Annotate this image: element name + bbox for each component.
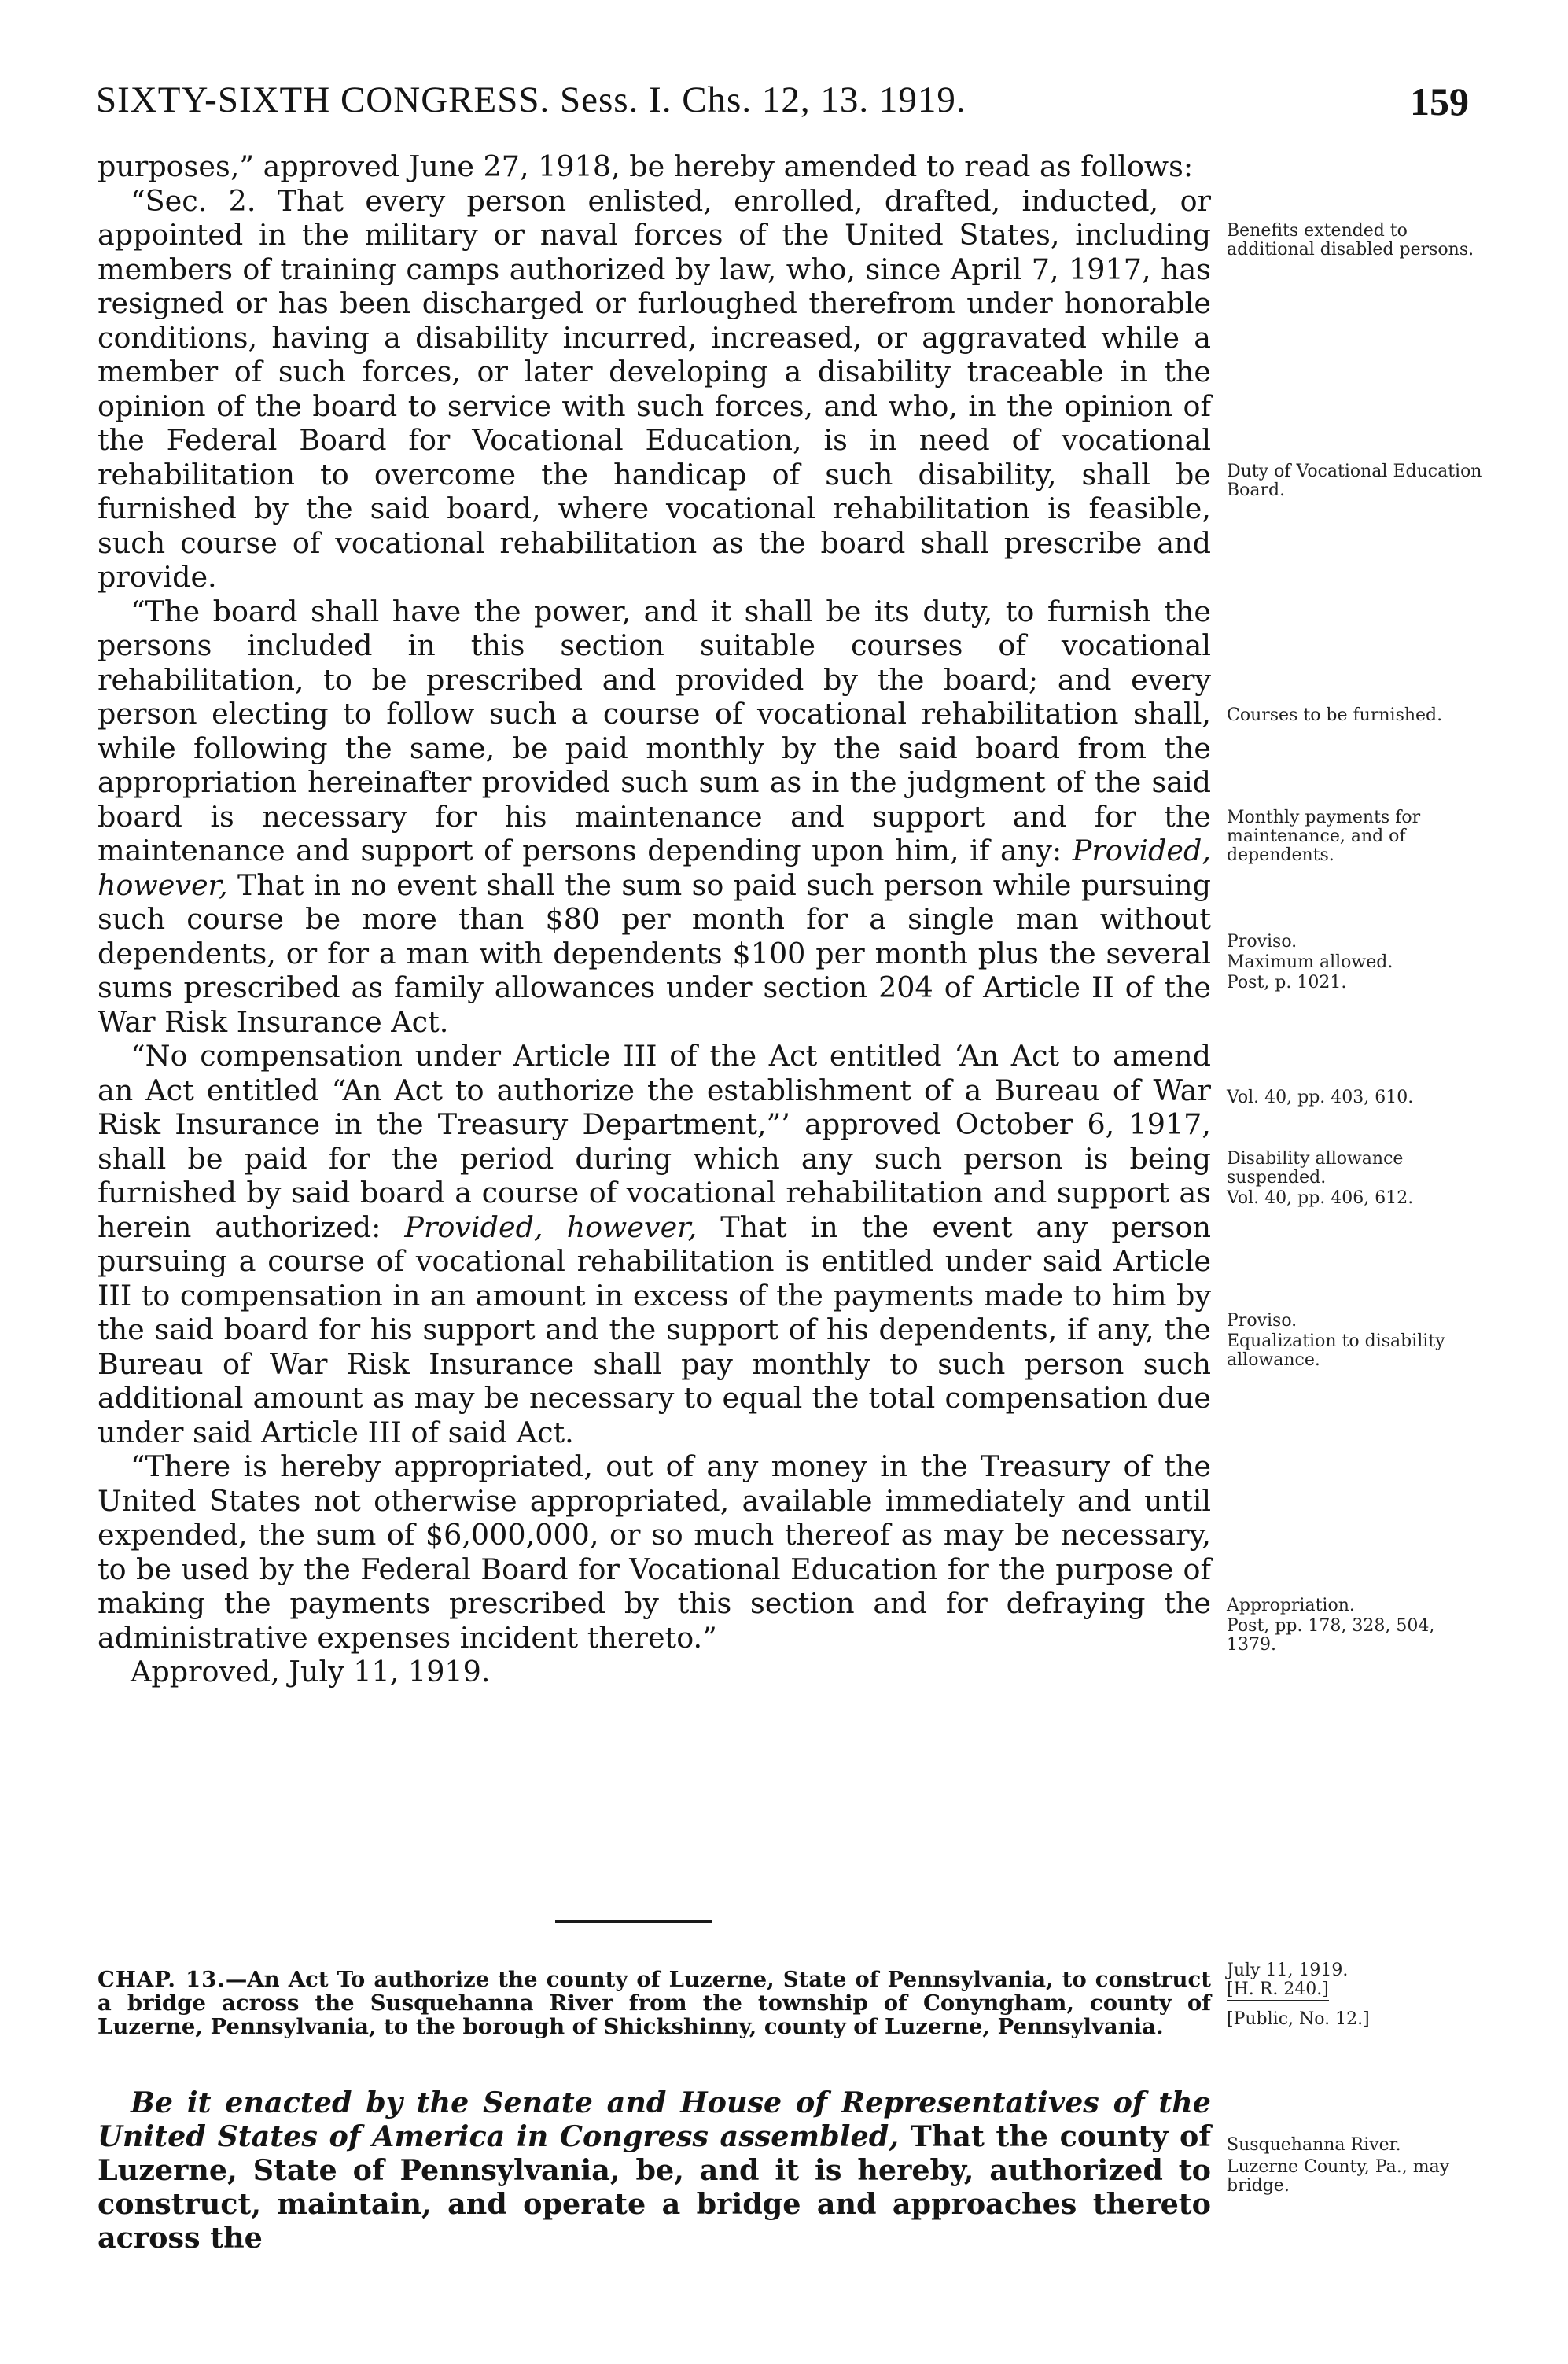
paragraph-appropriation: “There is hereby appropriated, out of any money in the Treasury of the United States not otherwise appropriated, available immediately and until expended, the sum of $6,000,000, or so much thereof as may be necessary, to be used by the Federal Board for Vocational Education for the purpose of making the payments prescribed by this section and for defraying the administrative expenses incident thereto.” — [98, 1449, 1211, 1655]
main-text — [98, 149, 1211, 1689]
bill-number: [H. R. 240.] — [1227, 1980, 1329, 2001]
margin-note-duty: Duty of Vocational Education Board. — [1227, 462, 1482, 500]
proviso-phrase: Provided, however, — [98, 834, 1211, 902]
paragraph-sec-2: “Sec. 2. That every person enlisted, enrolled, drafted, inducted, or appointed in the military or naval forces of the United States, including members of training camps authorized by law, who, since April 7, 1917, has resigned or has been discharged or furloughed therefrom under honorable conditions, having a disability incurred, increased, or aggravated while a member of such forces, or later developing a disability traceable in the opinion of the board to service with such forces, and who, in the opinion of the Federal Board for Vocational Education, is in need of vocational rehabilitation to overcome the handicap of such disability, shall be furnished by the said board, where vocational rehabilitation is feasible, such course of vocational rehabilitation as the board shall prescribe and provide. — [98, 183, 1211, 594]
margin-note-proviso: Proviso. — [1227, 1311, 1297, 1331]
margin-note-post: Post, pp. 178, 328, 504, 1379. — [1227, 1616, 1435, 1655]
enacting-text: That the county of Luzerne, State of Pennsylvania, be, and it is hereby, authorized to construct, maintain, and operate a bridge and approaches thereto across the — [98, 2119, 1211, 2255]
proviso-phrase: Provided, however, — [404, 1210, 698, 1244]
page-header — [96, 79, 1469, 134]
margin-note-volume: Vol. 40, pp. 406, 612. — [1227, 1188, 1414, 1208]
paragraph-text: “The board shall have the power, and it shall be its duty, to furnish the persons included in this section suitable courses of vocational rehabilitation, to be prescribed and provided by the board; and every person electing to follow such a course of vocational rehabilitation shall, while following the same, be paid monthly by the said board from the appropriation hereinafter provided such sum as in the judgment of the said board is necessary for his maintenance and support and for the maintenance and support of persons depending upon him, if any: — [98, 594, 1211, 867]
margin-note-date: July 11, 1919. — [1227, 1961, 1349, 1980]
margin-note-hr — [1227, 1980, 1486, 2001]
margin-note-equalization: Equalization to disability allowance. — [1227, 1331, 1445, 1370]
margin-note-benefits: Benefits extended to additional disabled persons. — [1227, 221, 1474, 260]
margin-note-volume: Vol. 40, pp. 403, 610. — [1227, 1088, 1414, 1107]
enacting-clause: Be it enacted by the Senate and House of Representatives of the United States of America in Congress assembled, — [98, 2086, 1211, 2153]
chapter-title: —An Act To authorize the county of Luzerne, State of Pennsylvania, to construct a bridge across the Susquehanna River from the township of Conyngham, county of Luzerne, Pennsylvania, to the borough of Shickshinny, county of Luzerne, Pennsylvania. — [98, 1967, 1211, 2039]
margin-note-proviso: Proviso. — [1227, 932, 1297, 952]
approval-line: Approved, July 11, 1919. — [131, 1655, 491, 1688]
paragraph-purposes: purposes,” approved June 27, 1918, be hereby amended to read as follows: — [98, 149, 1194, 183]
chapter-heading — [98, 1968, 1211, 2038]
page-number: 159 — [1410, 79, 1469, 123]
margin-note-luzerne: Luzerne County, Pa., may bridge. — [1227, 2157, 1450, 2196]
paragraph-text: That in no event shall the sum so paid such person while pursuing such course be more than $80 per month for a single man without dependents, or for a man with dependents $100 per month plus the several sums prescribed as family allowances under section 204 of Article II of the War Risk Insurance Act. — [98, 867, 1211, 1039]
paragraph-no-compensation — [98, 1039, 1211, 1449]
paragraph-board-power — [98, 595, 1211, 1040]
paragraph-text: That in the event any person pursuing a course of vocational rehabilitation is entitled under said Article III to compensation in an amount in excess of the payments made to him by the said board for his support and the support of his dependents, if any, the Bureau of War Risk Insurance shall pay monthly to such person such additional amount as may be necessary to equal the total compensation due under said Article III of said Act. — [98, 1210, 1212, 1449]
margin-note-disability: Disability allowance suspended. — [1227, 1149, 1404, 1188]
margin-note-monthly: Monthly payments for maintenance, and of dependents. — [1227, 808, 1421, 865]
paragraph-text: “No compensation under Article III of the Act entitled ‘An Act to amend an Act entitled “An Act to authorize the establishment of a Bureau of War Risk Insurance in the Treasury Department,”’ approved October 6, 1917, shall be paid for the period during which any such person is being furnished by said board a course of vocational rehabilitation and support as herein authorized: — [98, 1039, 1211, 1244]
margin-note-post: Post, p. 1021. — [1227, 973, 1347, 992]
margin-note-maximum: Maximum allowed. — [1227, 952, 1393, 972]
margin-note-public: [Public, No. 12.] — [1227, 2009, 1370, 2029]
margin-note-susquehanna: Susquehanna River. — [1227, 2135, 1401, 2155]
enacting-paragraph — [98, 2086, 1211, 2255]
margin-note-appropriation: Appropriation. — [1227, 1596, 1355, 1615]
margin-note-courses: Courses to be furnished. — [1227, 705, 1443, 725]
section-divider — [555, 1920, 712, 1923]
chapter-label: CHAP. 13. — [98, 1967, 226, 1992]
running-head: SIXTY-SIXTH CONGRESS. Sess. I. Chs. 12, 13. 1919. — [96, 79, 966, 120]
